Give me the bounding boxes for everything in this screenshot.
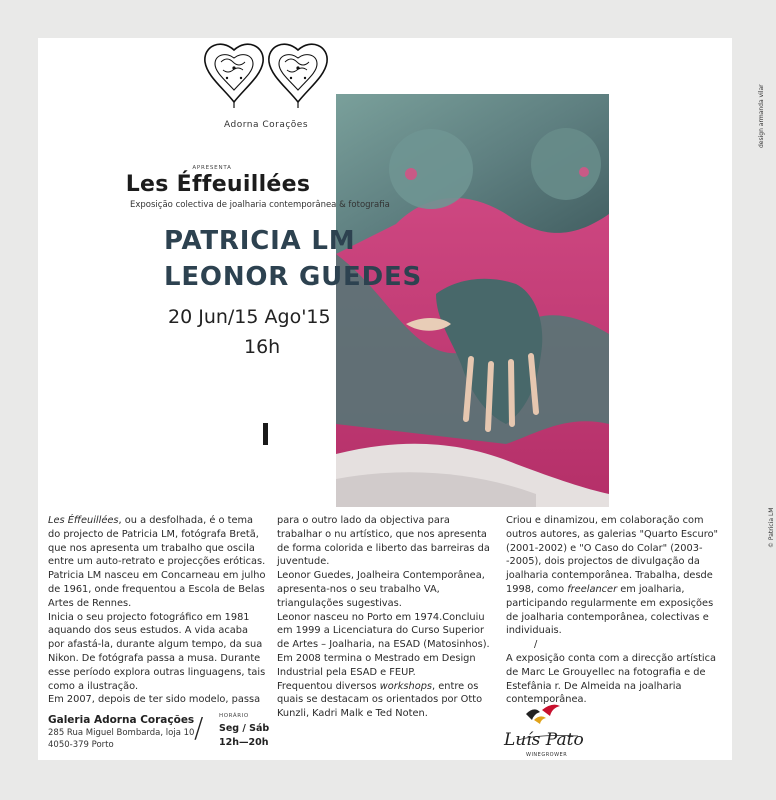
gallery-address: 285 Rua Miguel Bombarda, loja 10 [48, 728, 195, 738]
design-credit: design armanda vilar [758, 84, 765, 148]
paragraph: Les Éffeuillées, ou a desfolhada, é o tema do projecto de Patricia LM, fotógrafa Bretã, que nos apresenta um trabalho que oscila entre um auto-retrato e projecções eróticas. [48, 515, 266, 568]
hours-label: HORÁRIO [219, 713, 249, 719]
opening-time: 16h [244, 336, 281, 358]
title-emphasis: Les Éffeuillées [48, 515, 119, 526]
hearts-logo-icon [201, 40, 331, 110]
presents-label: APRESENTA [192, 165, 232, 171]
exhibition-title: Les Éffeuillées [125, 172, 311, 197]
footer-slash: / [194, 711, 204, 744]
gallery-name: Galeria Adorna Corações [48, 714, 195, 726]
paragraph: Leonor Guedes, Joalheira Contemporânea, apresenta-nos o seu trabalho VA, triangulações sugestivas. [277, 570, 485, 609]
paragraph: Inicia o seu projecto fotográfico em 1981 aquando dos seus estudos. A vida acaba por afastá-la, durante algum tempo, da sua Nikon. De fotógrafa passa a musa. Durante esse período explora outras linguagens, tais como a ilustração. [48, 611, 266, 692]
logo-name: Adorna Corações [223, 120, 309, 130]
text-column-2 [277, 514, 497, 721]
gallery-postal: 4050-379 Porto [48, 740, 114, 750]
text-column-3 [506, 514, 728, 707]
paragraph: para o outro lado da objectiva para trabalhar o nu artístico, que nos apresenta de forma colorida e liberto das barreiras da juventude. [277, 515, 490, 568]
paragraph: Criou e dinamizou, em colaboração com outros autores, as galerias "Quarto Escuro" (2001-2002) e "O Caso do Colar" (2003--2005), dois projectos de divulgação da joalharia contemporânea. Trabalha, desde 1998, como freelancer em joalharia, participando regularmente em exposições de joalharia contemporânea, colectivas e individuais. [506, 515, 719, 637]
paragraph: Patricia LM nasceu em Concarneau em julho de 1961, onde frequentou a Escola de Belas Artes de Rennes. [48, 570, 266, 609]
photo-credit: © Patricia LM [768, 507, 775, 548]
hours-time: 12h—20h [219, 737, 269, 748]
artist-name: PATRICIA LM [164, 226, 356, 256]
paragraph: Frequentou diversos workshops, entre os quais se destacam os orientados por Otto Kunzli, Kadri Malk e Ted Noten. [277, 680, 483, 720]
paragraph: Leonor nasceu no Porto em 1974.Concluiu em 1999 a Licenciatura do Curso Superior de Artes – Joalharia, na ESAD (Matosinhos). Em 2008 termina o Mestrado em Design Industrial pela ESAD e FEUP. [277, 611, 490, 678]
divider-bar [263, 423, 268, 445]
artwork-photo [336, 94, 609, 507]
exhibition-subtitle: Exposição colectiva de joalharia contemporânea & fotografia [130, 200, 390, 210]
separator-slash: / [534, 639, 538, 651]
hours-days: Seg / Sáb [219, 723, 270, 734]
paragraph: Em 2007, depois de ter sido modelo, passa [48, 694, 261, 706]
artist-name: LEONOR GUEDES [164, 262, 423, 292]
paragraph: A exposição conta com a direcção artística de Marc Le Grouyellec na fotografia e de Estefânia r. De Almeida na joalharia contemporânea. [506, 652, 717, 706]
exhibition-dates: 20 Jun/15 Ago'15 [168, 306, 331, 328]
sponsor-name: Luís Pato [504, 730, 584, 750]
text-column-1 [48, 514, 266, 707]
sponsor-subtitle: WINEGROWER [526, 752, 568, 758]
